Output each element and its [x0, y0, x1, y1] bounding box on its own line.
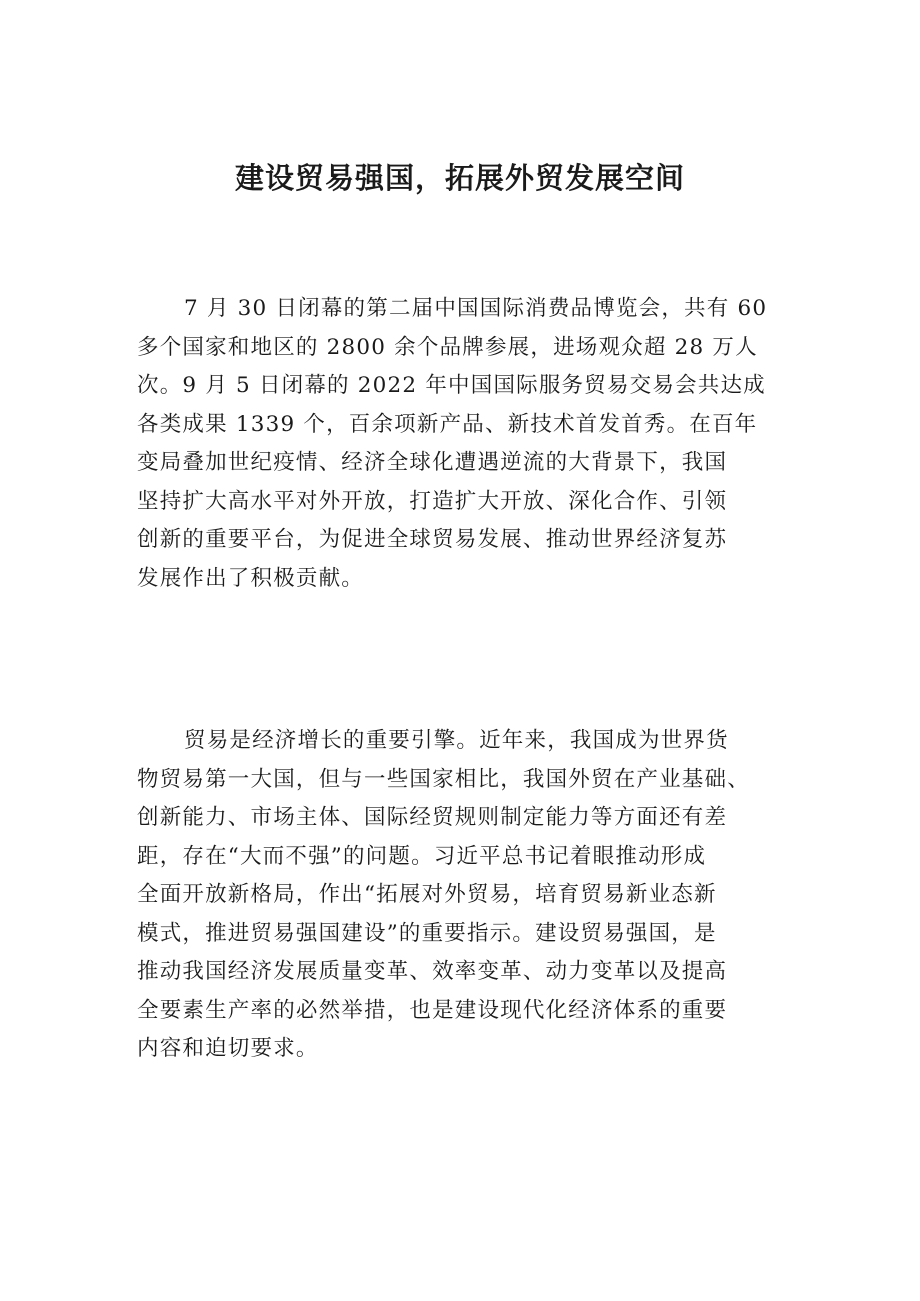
paragraph-line: 各类成果 1339 个，百余项新产品、新技术首发首秀。在百年: [137, 411, 758, 437]
paragraph-line: 物贸易第一大国，但与一些国家相比，我国外贸在产业基础、: [137, 766, 750, 792]
paragraph-line: 创新能力、市场主体、国际经贸规则制定能力等方面还有差: [137, 805, 728, 830]
paragraph-line: 创新的重要平台，为促进全球贸易发展、推动世界经济复苏: [137, 527, 728, 552]
document-title: 建设贸易强国，拓展外贸发展空间: [234, 161, 685, 195]
paragraph-line: 贸易是经济增长的重要引擎。近年来，我国成为世界货: [184, 728, 729, 753]
paragraph-line: 7 月 30 日闭幕的第二届中国国际消费品博览会，共有 60: [184, 296, 768, 321]
paragraph-line: 推动我国经济发展质量变革、效率变革、动力变革以及提高: [137, 959, 728, 984]
paragraph-line: 距，存在“大而不强”的问题。习近平总书记着眼推动形成: [137, 843, 707, 869]
paragraph-line: 次。9 月 5 日闭幕的 2022 年中国国际服务贸易交易会共达成: [137, 373, 766, 398]
paragraph-line: 模式，推进贸易强国建设”的重要指示。建设贸易强国，是: [137, 920, 717, 946]
paragraph-line: 全面开放新格局，作出“拓展对外贸易，培育贸易新业态新: [137, 882, 717, 907]
paragraph-line: 变局叠加世纪疫情、经济全球化遭遇逆流的大背景下，我国: [137, 450, 728, 475]
paragraph-line: 坚持扩大高水平对外开放，打造扩大开放、深化合作、引领: [137, 488, 728, 514]
paragraph-1: [137, 290, 789, 598]
paragraph-line: 内容和迫切要求。: [137, 1036, 319, 1061]
paragraph-2: [137, 722, 789, 1069]
paragraph-line: 全要素生产率的必然举措，也是建设现代化经济体系的重要: [137, 997, 728, 1023]
paragraph-line: 发展作出了积极贡献。: [137, 565, 365, 591]
paragraph-line: 多个国家和地区的 2800 余个品牌参展，进场观众超 28 万人: [137, 334, 758, 360]
